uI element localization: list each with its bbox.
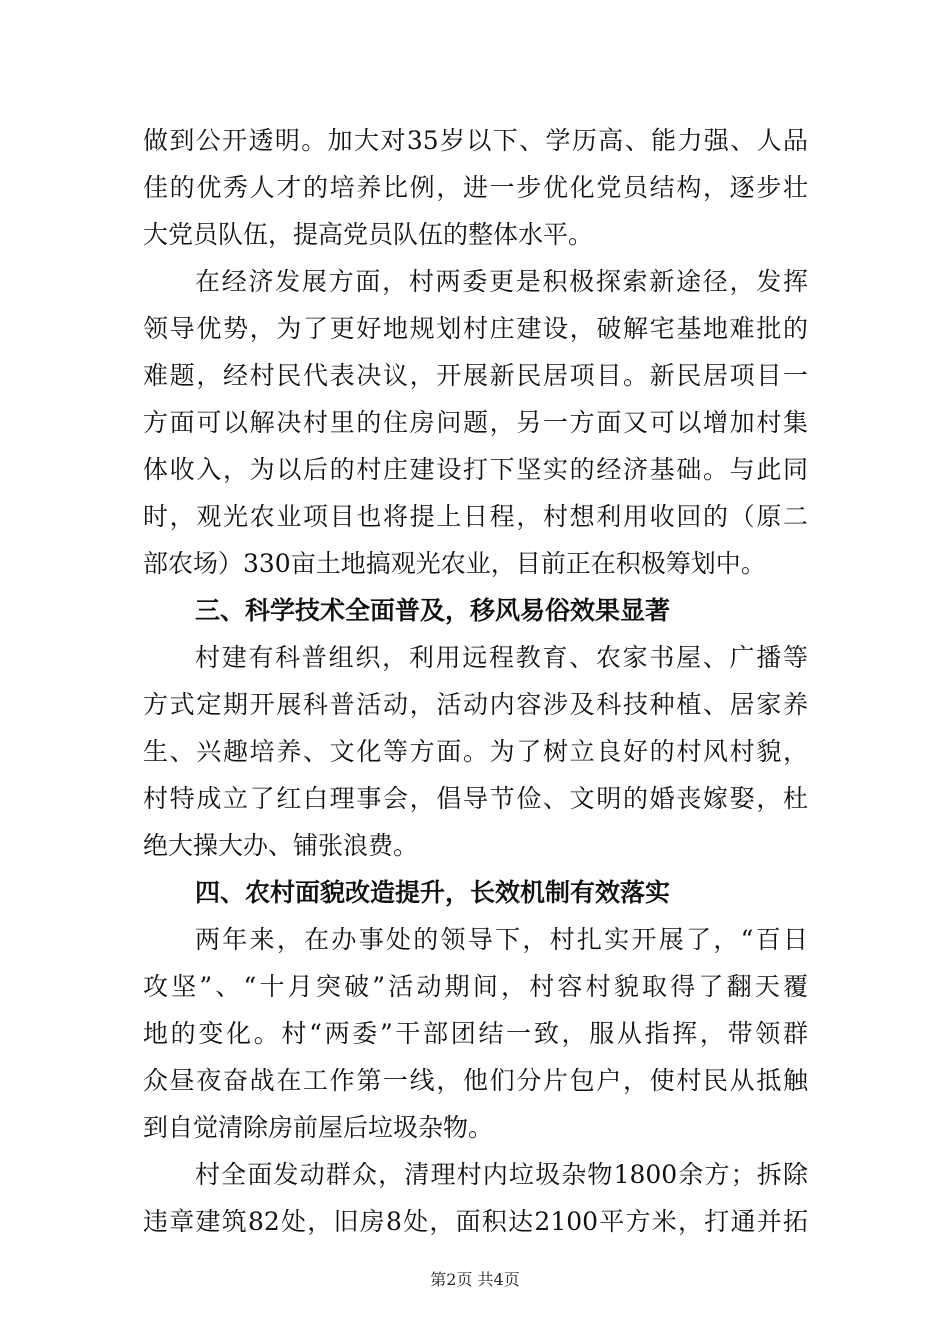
para3-line-1: 村建有科普组织，利用远程教育、农家书屋、广播等 [195, 643, 808, 672]
para5-line-2: 违章建筑82处，旧房8处，面积达2100平方米，打通并拓 [143, 1207, 808, 1236]
para2-line-4: 方面可以解决村里的住房问题，另一方面又可以增加村集 [143, 408, 808, 437]
para1-line-3: 大党员队伍，提高党员队伍的整体水平。 [143, 220, 594, 249]
para4-line-1: 两年来，在办事处的领导下，村扎实开展了，“百日 [195, 925, 808, 954]
para1-line-1: 做到公开透明。加大对35岁以下、学历高、能力强、人品 [143, 126, 808, 155]
para4-line-3: 地的变化。村“两委”干部团结一致，服从指挥，带领群 [143, 1019, 808, 1048]
para4-line-4: 众昼夜奋战在工作第一线，他们分片包户，使村民从抵触 [143, 1066, 808, 1095]
page-number-footer: 第2页 共4页 [430, 1270, 520, 1289]
para2-line-1: 在经济发展方面，村两委更是积极探索新途径，发挥 [195, 267, 808, 296]
para3-line-5: 绝大操大办、铺张浪费。 [143, 831, 419, 860]
para4-line-5: 到自觉清除房前屋后垃圾杂物。 [143, 1113, 494, 1142]
para2-line-3: 难题，经村民代表决议，开展新民居项目。新民居项目一 [143, 361, 808, 390]
para2-line-2: 领导优势，为了更好地规划村庄建设，破解宅基地难批的 [143, 314, 808, 343]
section-heading-3: 三、科学技术全面普及，移风易俗效果显著 [195, 596, 671, 625]
para2-line-5: 体收入，为以后的村庄建设打下坚实的经济基础。与此同 [143, 455, 808, 484]
para3-line-2: 方式定期开展科普活动，活动内容涉及科技种植、居家养 [143, 690, 808, 719]
para1-line-2: 佳的优秀人才的培养比例，进一步优化党员结构，逐步壮 [143, 173, 808, 202]
para3-line-4: 村特成立了红白理事会，倡导节俭、文明的婚丧嫁娶，杜 [143, 784, 808, 813]
para2-line-7: 部农场）330亩土地搞观光农业，目前正在积极筹划中。 [143, 549, 766, 578]
para2-line-6: 时，观光农业项目也将提上日程，村想利用收回的（原二 [143, 502, 808, 531]
section-heading-4: 四、农村面貌改造提升，长效机制有效落实 [195, 878, 671, 907]
para5-line-1: 村全面发动群众，清理村内垃圾杂物1800余方；拆除 [195, 1160, 808, 1189]
para3-line-3: 生、兴趣培养、文化等方面。为了树立良好的村风村貌， [143, 737, 808, 766]
para4-line-2: 攻坚”、“十月突破”活动期间，村容村貌取得了翻天覆 [143, 972, 808, 1001]
